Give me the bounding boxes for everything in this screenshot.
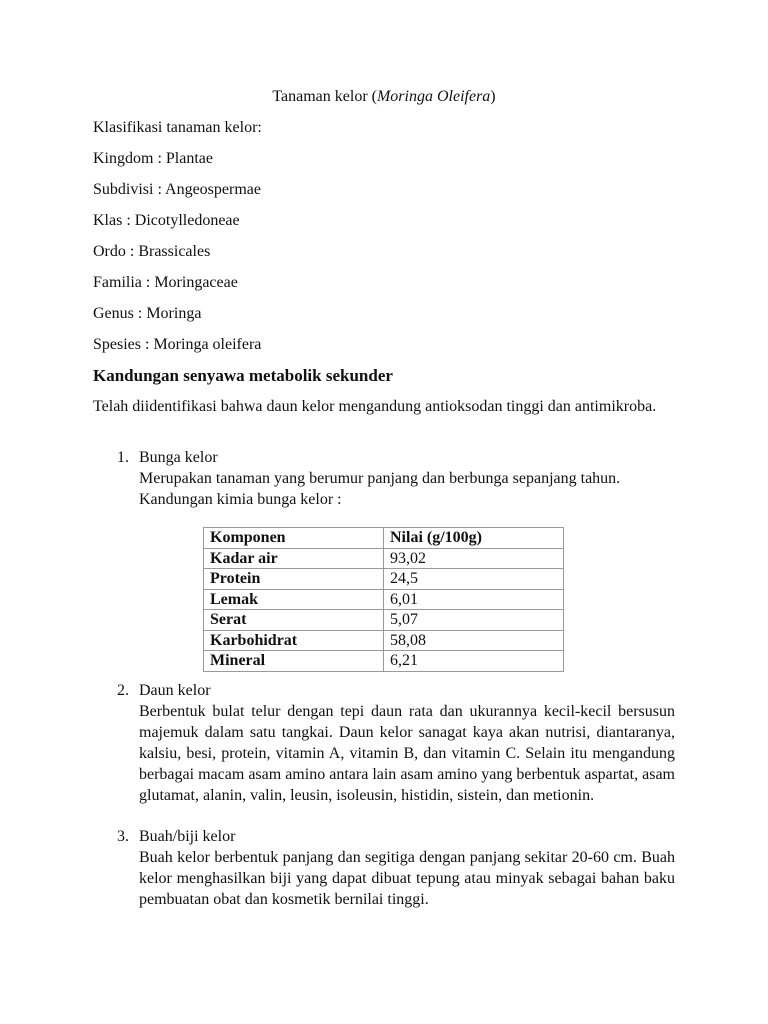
table-cell-nilai: 24,5 <box>384 569 564 590</box>
classification-ordo: Ordo : Brassicales <box>93 243 211 260</box>
list-title: Daun kelor <box>139 682 211 699</box>
table-row <box>204 569 564 590</box>
table-cell-nilai: 93,02 <box>384 548 564 569</box>
classification-familia: Familia : Moringaceae <box>93 274 238 291</box>
list-number: 1. <box>117 449 129 466</box>
nutrient-table <box>203 527 564 672</box>
classification-kingdom: Kingdom : Plantae <box>93 150 213 167</box>
table-cell-nilai: 6,21 <box>384 651 564 672</box>
table-cell-nilai: 6,01 <box>384 589 564 610</box>
table-cell-komponen: Lemak <box>204 589 384 610</box>
title-suffix: ) <box>490 88 496 105</box>
list-body: Merupakan tanaman yang berumur panjang dan berbunga sepanjang tahun. Kandungan kimia bunga kelor : <box>139 470 621 508</box>
table-header-cell: Nilai (g/100g) <box>384 528 564 549</box>
table-cell-komponen: Protein <box>204 569 384 590</box>
title-latin-name: Moringa Oleifera <box>376 88 491 105</box>
intro-paragraph: Telah diidentifikasi bahwa daun kelor mengandung antioksodan tinggi dan antimikroba. <box>93 398 657 415</box>
table-cell-nilai: 58,08 <box>384 630 564 651</box>
table-cell-komponen: Karbohidrat <box>204 630 384 651</box>
list-number: 3. <box>117 828 129 845</box>
table-header-row <box>204 528 564 549</box>
list-title: Buah/biji kelor <box>139 828 236 845</box>
classification-subdivisi: Subdivisi : Angeospermae <box>93 181 261 198</box>
table-row <box>204 610 564 631</box>
classification-genus: Genus : Moringa <box>93 305 202 322</box>
table-row <box>204 548 564 569</box>
table-cell-nilai: 5,07 <box>384 610 564 631</box>
table-cell-komponen: Mineral <box>204 651 384 672</box>
title-prefix: Tanaman kelor ( <box>272 88 377 105</box>
table-row <box>204 651 564 672</box>
document-title <box>0 87 768 107</box>
table-header-cell: Komponen <box>204 528 384 549</box>
table-cell-komponen: Serat <box>204 610 384 631</box>
classification-klas: Klas : Dicotylledoneae <box>93 212 240 229</box>
list-number: 2. <box>117 682 129 699</box>
table-cell-komponen: Kadar air <box>204 548 384 569</box>
section-heading: Kandungan senyawa metabolik sekunder <box>93 366 393 385</box>
classification-spesies: Spesies : Moringa oleifera <box>93 336 262 353</box>
list-title: Bunga kelor <box>139 449 218 466</box>
table-row <box>204 589 564 610</box>
list-body: Buah kelor berbentuk panjang dan segitiga dengan panjang sekitar 20-60 cm. Buah kelor menghasilkan biji yang dapat dibuat tepung atau minyak sebagai bahan baku pembuatan obat dan kosmetik bernilai tinggi. <box>139 849 675 908</box>
table-row <box>204 630 564 651</box>
classification-intro: Klasifikasi tanaman kelor: <box>93 119 262 136</box>
list-body: Berbentuk bulat telur dengan tepi daun rata dan ukurannya kecil-kecil bersusun majemuk dalam satu tangkai. Daun kelor sanagat kaya akan nutrisi, diantaranya, kalsiu, besi, protein, vitamin A, vitamin B, dan vitamin C. Selain itu mengandung berbagai macam asam amino antara lain asam amino yang berbentuk aspartat, asam glutamat, alanin, valin, leusin, isoleusin, histidin, sistein, dan metionin. <box>139 703 675 804</box>
